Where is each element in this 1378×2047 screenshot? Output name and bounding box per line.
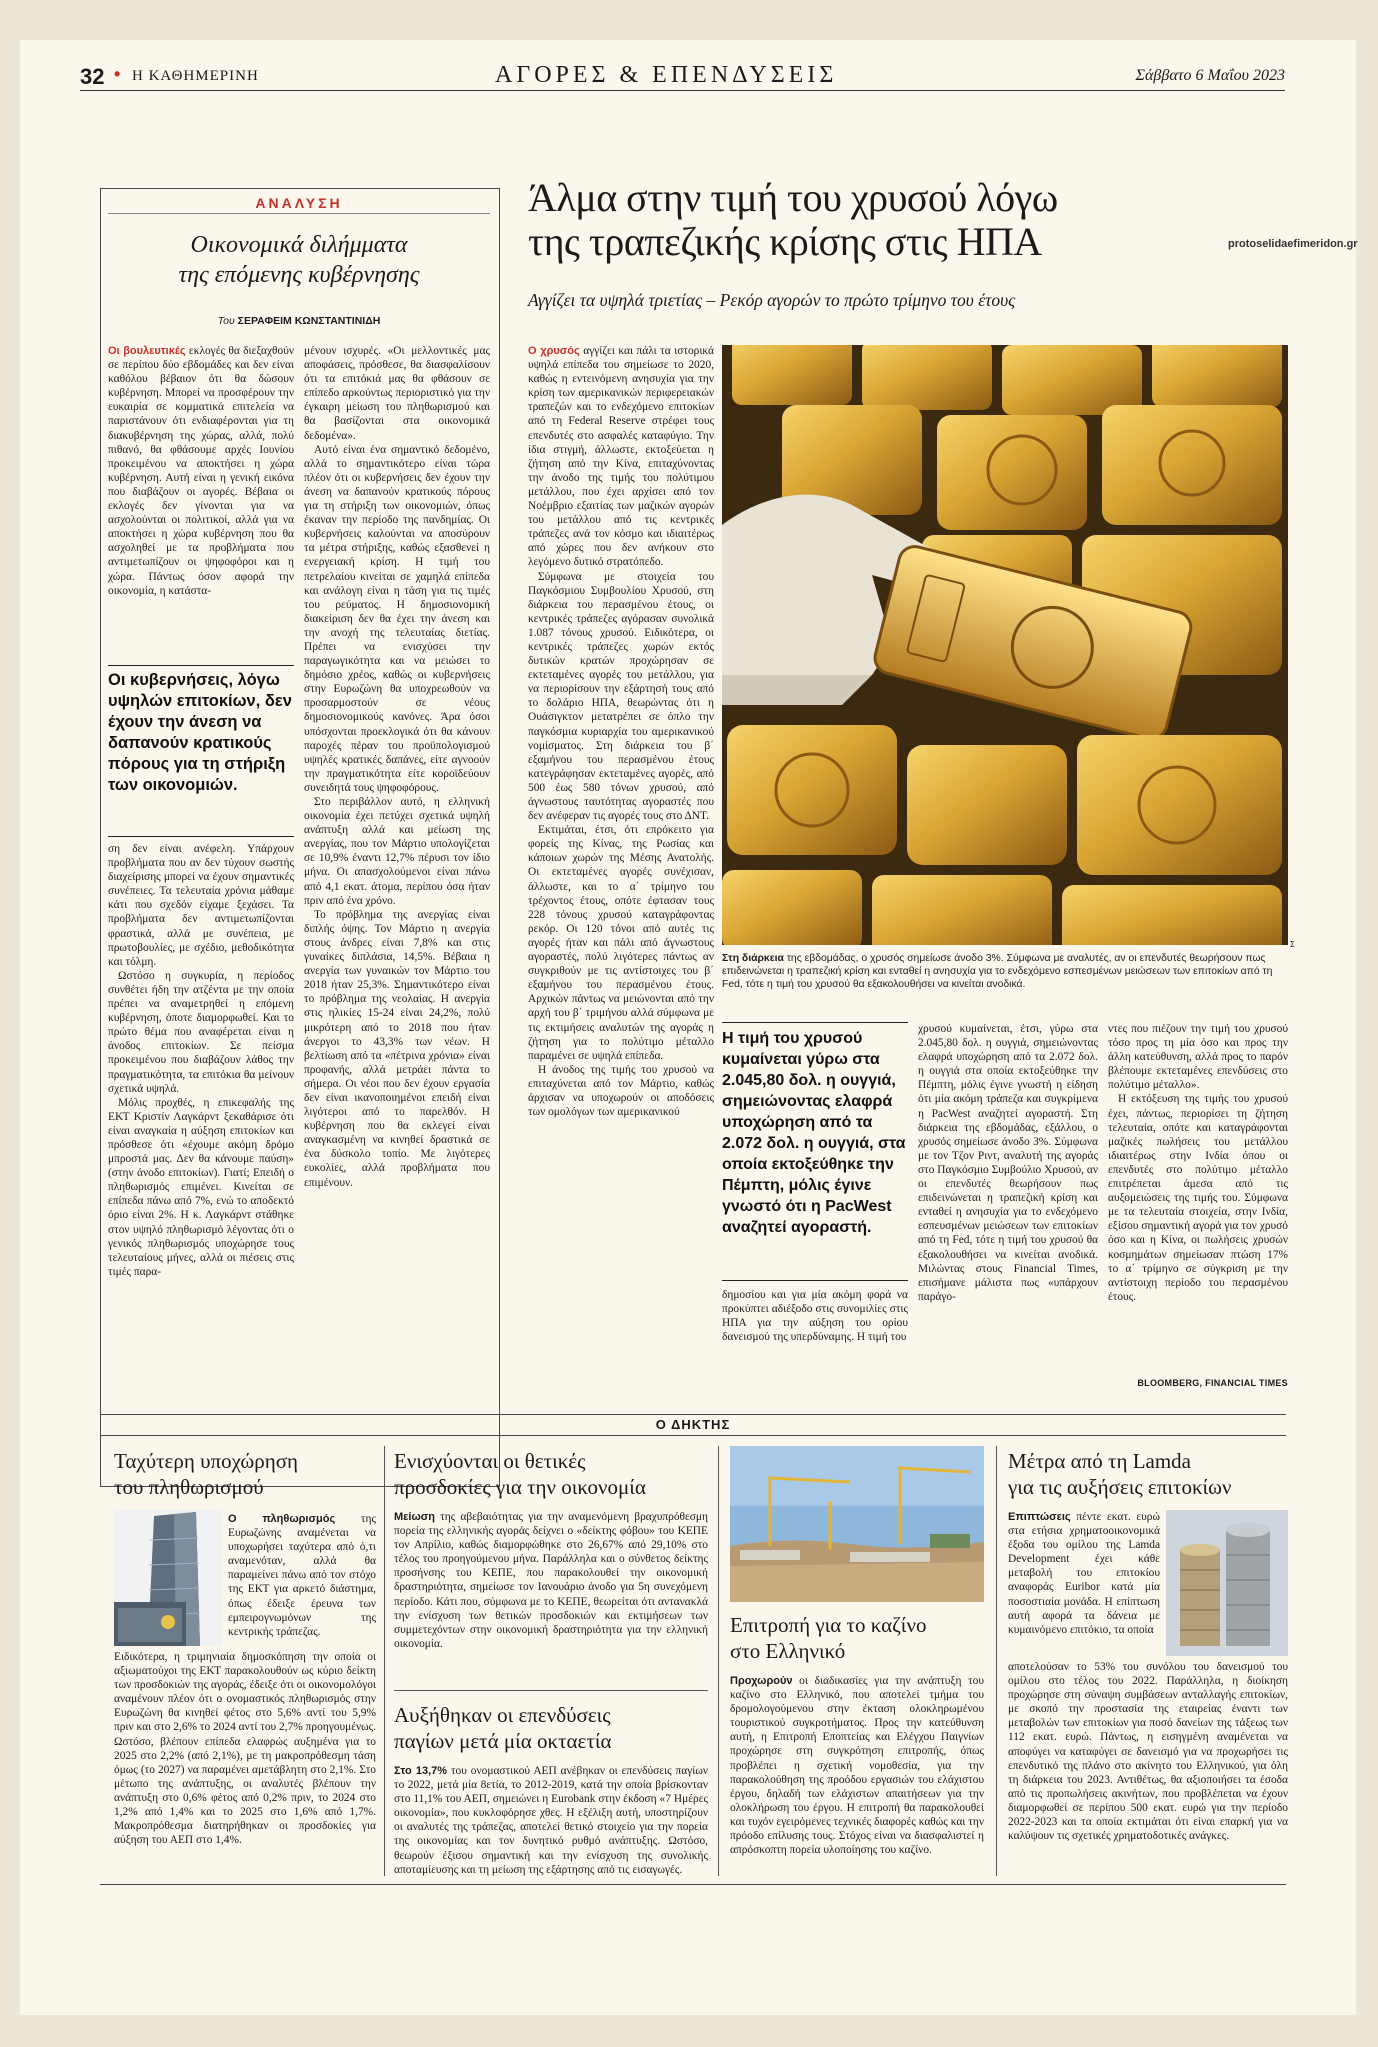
dhktis-a4-body <box>730 1674 984 1876</box>
gold-col2-rest: δημοσίου και για μία ακόμη φορά να προκύπτει αδιέξοδο στις συνομιλίες στις ΗΠΑ για την αύξηση του ορίου δανεισμού της υπερδύναμης. Η τιμή του <box>722 1289 908 1344</box>
gold-col1-p1: αγγίζει και πάλι τα ιστορικά υψηλά επίπεδα του σημείωσε το 2020, καθώς η εντεινόμενη ανησυχία για την κρίση των αμερικανικών περιφερειακών τραπεζών και το ενδεχόμενο επιτοκίων από τη Federal Reserve στρέφει τους επενδυτές στο ασφαλές καταφύγιο. Την ίδια στιγμή, άλλωστε, εκτοξεύεται η ζήτηση από την Κίνα, επιταχύνοντας την άνοδο της τιμής του πολύτιμου μετάλλου, που έχει αρχίσει από τον Νοέμβριο εξαιτίας των μαζικών αγορών του μετάλλου από τις κεντρικές τράπεζες ανά τον κόσμο και ιδιαιτέρως από χώρες που δεν ανήκουν στο λεγόμενο δυτικό στρατόπεδο. <box>528 345 714 569</box>
dhktis-a4-title <box>730 1612 984 1664</box>
dhktis-a5-title <box>1008 1448 1288 1500</box>
analysis-label-bar <box>108 195 490 214</box>
dhktis-a2-title <box>394 1448 708 1500</box>
ecb-building-illustration <box>114 1510 222 1646</box>
dhktis-label: Ο ΔΗΚΤΗΣ <box>655 1417 731 1432</box>
analysis-col1-top <box>108 344 294 656</box>
gold-deck: Αγγίζει τα υψηλά τριετίας – Ρεκόρ αγορών το πρώτο τρίμηνο του έτους <box>528 290 1016 310</box>
bars-bottom-row <box>722 725 1282 945</box>
gold-col4 <box>1108 1022 1288 1374</box>
caption-text: της εβδομάδας, ο χρυσός σημείωσε άνοδο 3%. Σύμφωνα με αναλυτές, αν οι επενδυτές θεωρήσουν πως επιδεινώνεται η τραπεζική κρίση και ενταθεί η ανησυχία για το ενδεχόμενο εσπεσμένων μειώσεων των επιτοκίων από τη Fed, τότε η τιμή του χρυσού θα εξακολουθήσει να κινείται ανοδικά. <box>722 953 1273 990</box>
dhktis-a5-top <box>1008 1510 1160 1656</box>
analysis-col1a: εκλογές θα διεξαχθούν σε περίπου δύο εβδομάδες και δεν είναι καθόλου βέβαιον ότι θα δώσουν κυβέρνηση. Μπορεί να προσφέρουν την ευκαιρία σε κομματικά επιτελεία να παριστάνουν ότι ενδιαφέρονται για τη διακυβέρνηση της χώρας, αλλά, πολύ πιθανό, θα φθάσουμε αρχές Ιουνίου προκειμένου να αποκτήσει η χώρα κυβέρνηση. Αυτή είναι η γενική εικόνα που διαβάζουν οι αγορές. Βέβαια οι εκλογές δεν γίνονται για να ασχολούνται οι πολιτικοί, αλλά για να αποκτήσει η χώρα κυβέρνηση που θα ασχοληθεί με τα προβλήματα που αντιμετωπίζουν οι ψηφοφόροι και η χώρα. Πάντως όσον αφορά την οικονομία, η κατάστα- <box>108 345 294 597</box>
analysis-col2-p3: Στο περιβάλλον αυτό, η ελληνική οικονομία έχει πετύχει σχετικά υψηλή ανάπτυξη αλλά και μείωση της ανεργίας, που τον Μάρτιο υπολογίζεται σε 10,9% έναντι 12,7% πέρυσι τον ίδιο μήνα. Οι απασχολούμενοι είναι πάνω από 4,1 εκατ. άτομα, περίπου όσα ήταν πριν από ένα χρόνο. <box>304 796 490 907</box>
gold-col1 <box>528 344 714 1136</box>
dhktis-separator-1 <box>384 1446 385 1876</box>
masthead <box>80 62 1285 91</box>
pull-quote-rule-top <box>108 665 294 666</box>
analysis-title-line2: της επόμενης κυβέρνησης <box>178 262 420 288</box>
gold-col1-p3: Εκτιμάται, έτσι, ότι επρόκειτο για φορείς της Κίνας, της Ρωσίας και κάποιων χωρών της Μέσης Ανατολής. Οι εκτεταμένες αγορές συνέχισαν, άλλωστε, και το α΄ τρίμηνο του τρέχοντος έτους, οπότε έφτασαν τους 228 τόνους χρυσού καταγράφοντας ρεκόρ. Οι 120 τόνοι από αυτές τις αγορές ήταν και πάλι από άγνωστους αγοραστές, πολύ λιγότερες πάντως αν συγκριθούν με τις αντίστοιχες του β΄ εξαμήνου του περασμένου έτους. Αρχικών πάντως να μειώνονται από την αρχή του β΄ τριμήνου αλλά σύμφωνα με τις εκτιμήσεις αναλυτών της αγοράς η ζήτηση για το πολύτιμο μέταλλο παραμένει σε υψηλά επίπεδα. <box>528 824 714 1062</box>
gold-headline-line1: Άλμα στην τιμή του χρυσού λόγω <box>528 175 1058 220</box>
gold-photo-caption <box>722 952 1288 991</box>
gold-headline <box>528 176 1288 264</box>
a2-title-line2: προσδοκίες για την οικονομία <box>394 1475 646 1499</box>
a5-text-top: πέντε εκατ. ευρώ στα ετήσια χρηματοοικονομικά έξοδα του ομίλου της Lamda Development έχει κάθε μεταβολή του επιτοκίου αναφοράς Euribor κατά μία ποσοστιαία μονάδα. Η επίπτωση αυτή αφορά τα δάνεια με κυμαινόμενο επιτόκιο, τα οποία <box>1008 1511 1160 1636</box>
a1-lead: Ο πληθωρισμός <box>228 1513 336 1525</box>
a5-lead: Επιπτώσεις <box>1008 1511 1071 1523</box>
a4-title-line1: Επιτροπή για το καζίνο <box>730 1613 927 1637</box>
pull-quote-rule-bottom <box>108 836 294 837</box>
caption-lead: Στη διάρκεια <box>722 953 784 964</box>
a1-title-line2: του πληθωρισμού <box>114 1475 264 1499</box>
dhktis-a3-body <box>394 1764 708 1876</box>
analysis-byline <box>108 315 490 327</box>
a4-title-line2: στο Ελληνικό <box>730 1639 846 1663</box>
dhktis-separator-2 <box>718 1446 719 1876</box>
a1-title-line1: Ταχύτερη υποχώρηση <box>114 1449 299 1473</box>
analysis-lead-word: Οι βουλευτικές <box>108 345 186 357</box>
analysis-pull-quote: Οι κυβερνήσεις, λόγω υψηλών επιτοκίων, δεν έχουν την άνεση να δαπανούν κρατικούς πόρους για τη στήριξη των οικονομιών. <box>108 671 292 794</box>
dhktis-a1-top <box>228 1512 376 1648</box>
gold-credit: BLOOMBERG, FINANCIAL TIMES <box>1137 1378 1288 1388</box>
a2-title-line1: Ενισχύονται οι θετικές <box>394 1449 586 1473</box>
analysis-col2-p4: Το πρόβλημα της ανεργίας είναι διπλής όψης. Τον Μάρτιο η ανεργία στους άνδρες είναι 7,8% και στις γυναίκες διπλάσια, 14,5%. Βέβαια η ανεργία των γυναικών τον Μάρτιο του 2018 ήταν 25,3%. Σημαντικότερο είναι το πρόβλημα της νεολαίας. Η ανεργία στις ηλικίες 15-24 είναι 24,2%, πολύ μικρότερη από το 2018 που ήταν άνεργοι το 43,3% των νέων. Η βελτίωση από τα «πέτρινα χρόνια» είναι προφανής, αλλά μετράει πάντα το σήμερα. Οι νέοι που δεν έχουν εργασία δεν είναι ικανοποιημένοι επειδή είναι λιγότεροι από το παρελθόν. Η κυβέρνηση που θα εκλεγεί είναι αναγκασμένη να κινηθεί δραστικά σε ένα δύσκολο τοπίο. Με λιγότερες ευκολίες, αλλά προβλήματα που επιμένουν. <box>304 908 490 1189</box>
gold-bars-illustration <box>722 345 1288 945</box>
analysis-label: ΑΝΑΛΥΣΗ <box>255 195 343 211</box>
dhktis-a3-title <box>394 1702 708 1754</box>
gold-col2 <box>722 1288 908 1388</box>
construction-illustration <box>730 1446 984 1602</box>
a3-lead: Στο 13,7% <box>394 1765 448 1777</box>
analysis-col1-bottom <box>108 842 294 1478</box>
coins-illustration <box>1166 1510 1288 1656</box>
photo-credit-mark: Σ <box>1290 940 1295 949</box>
gold-col4-p2: Η εκτόξευση της τιμής του χρυσού έχει, πάντως, περιορίσει τη ζήτηση τελευταία, οπότε και καταγράφονται μαζικές πωλήσεις του μετάλλου ιδιαιτέρως στην Ινδία όπου οι επενδυτές στο πολύτιμο μέταλλο επιτρέπεται άμεσα από τις αυξομειώσεις της τιμής του. Σύμφωνα με τα τελευταία στοιχεία, στην Ινδία, εξίσου σημαντική αγορά για τον χρυσό όσο και η Κίνα, οι πωλήσεις χρυσών κοσμημάτων σημείωσαν πτώση 17% το α΄ τρίμηνο σε σύγκριση με την αντίστοιχη περίοδο του περασμένου έτους. <box>1108 1093 1288 1303</box>
gold-col3-p1: χρυσού κυμαίνεται, έτσι, γύρω στα 2.045,80 δολ. η ουγγιά, σημειώνοντας ελαφρά υποχώρηση από τα 2.072 δολ. η ουγγιά στα οποία εκτοξεύθηκε την Πέμπτη, μόλις έγινε γνωστή η είδηση ότι μία ακόμη τράπεζα και συγκρίμενα η PacWest αναζητεί αγοραστή. Στη διάρκεια της εβδομάδας, εξάλλου, ο χρυσός σημείωσε άνοδο 3%. Σύμφωνα με τον Τζον Ριντ, αναλυτή της αγοράς στο Παγκόσμιο Συμβούλιο Χρυσού, αν οι επενδυτές θεωρήσουν πως επιδεινώνεται η τραπεζική κρίση και ενταθεί η ανησυχία για το ενδεχόμενο εσπευσμένων μειώσεων των επιτοκίων από τη Fed, τότε η τιμή του χρυσού θα εξακολουθήσει να κινείται ανοδικά. Μιλώντας στους Financial Times, επισήμανε μάλιστα πως «υπάρχουν παράγο- <box>918 1023 1098 1303</box>
analysis-col1b-p3: Μόλις προχθές, η επικεφαλής της ΕΚΤ Κριστίν Λαγκάρντ ξεκαθάρισε ότι είναι αναγκαία η αύξηση επιτοκίων και πρόσθεσε ότι «έχουμε ακόμη δρόμο μπροστά μας. Δεν θα κάνουμε παύση» (στην άνοδο επιτοκίων). Γιατί; Επειδή ο πληθωρισμός επιμένει. Κινείται σε επίπεδα πάνω από 7%, ενώ το αποδεκτό όριο είναι 2%. Η κ. Λαγκάρντ στάθηκε στον υψηλό πληθωρισμό λέγοντας ότι ο γενικός πληθωρισμός υποχώρησε τους τελευταίους μήνες, αλλά οι πιέσεις στις τιμές παρα- <box>108 1096 294 1278</box>
a3-text: του ονομαστικού ΑΕΠ ανέβηκαν οι επενδύσεις παγίων το 2022, μετά μία 8ετία, το 2012-2019, κατά την οποία βρίσκονταν στο 11,1% του ΑΕΠ, σημειώνει η Eurobank στην έκδοση «7 Ημέρες οικονομία», που κυκλοφόρησε χθες. Η εξέλιξη αυτή, υποστηρίζουν οι αναλυτές της τράπεζας, αποτελεί θετικό στοιχείο για την πορεία της οικονομίας και τον δυνητικό ρυθμό ανάπτυξης. Ωστόσο, θεωρούν έξισου σημαντική και την ενίσχυση της συνολικής αποταμίευσης και τη μείωση της εξάρτησης από τις εισαγωγές. <box>394 1765 708 1876</box>
analysis-col2 <box>304 344 490 1478</box>
construction-photo <box>730 1446 984 1602</box>
gold-col1-p2: Σύμφωνα με στοιχεία του Παγκόσμιου Συμβουλίου Χρυσού, στη διάρκεια του περασμένου έτους, οι κεντρικές τράπεζες αγόρασαν συνολικά 1.087 τόνους χρυσού. Ειδικότερα, οι κεντρικές τράπεζες χωρών εκτός δυτικών κρατών προχώρησαν σε εκτεταμένες αγορές του μετάλλου, για να περιορίσουν την εξάρτησή τους από το δολάριο ΗΠΑ, θεωρώντας ότι η Ουάσιγκτον μετατρέπει σε όπλο την παγκόσμια κυριαρχία του αμερικανικού νομίσματος. Στη διάρκεια του β΄ εξαμήνου του περασμένου έτους κατεγράφησαν εκτεταμένες αγορές, από 500 έως 580 τόνων χρυσού, από άγνωστους ταυτότητας αγοραστές που δεν ανέφεραν τις αγορές τους στο ΔΝΤ. <box>528 570 714 823</box>
analysis-col2-p2: Αυτό είναι ένα σημαντικό δεδομένο, αλλά το σημαντικότερο είναι τώρα πλέον ότι οι κυβερνήσεις δεν έχουν την άνεση να δαπανούν κρατικούς πόρους για τη στήριξη των οικονομιών, όπως έκαναν την περίοδο της πανδημίας. Οι κυβερνήσεις καλούνται να αποσύρουν τα μέτρα στήριξης, καθώς εξασθενεί η ενεργειακή κρίση. Η τιμή του πετρελαίου κινείται σε χαμηλά επίπεδα και ανάλογη είναι η τάση για τις τιμές του ρεύματος. Η δημοσιονομική διακείριση δεν θα έχει την άνεση και την ανοχή της τελευταίας διετίας. Πρέπει να ενισχύσει την παραγωγικότητα και να μειώσει το δημόσιο χρέος, καθώς οι κυβερνήσεις στην Ευρωζώνη θα υποχρεωθούν να προσαρμοστούν σε νέους δημοσιονομικούς κανόνες. Άρα όσοι υπόσχονται προεκλογικά ότι θα κάνουν παροχές πέραν του προϋπολογισμού υψηλές κρατικές δαπάνες, είτε αγνοούν την πραγματικότητα είτε κοροϊδεύουν συνειδητά τους ψηφοφόρους. <box>304 443 490 794</box>
a2-text: της αβεβαιότητας για την αναμενόμενη βραχυπρόθεσμη πορεία της ελληνικής αγοράς δείχνει ο «δείκτης φόβου» του ΚΕΠΕ τον Απρίλιο, καθώς διαμορφώθηκε στο 26,67% από 29,10% στο τέλος του προηγούμενου μήνα. Παράλληλα και ο σύνθετος δείκτης προσήνσης του ΚΕΠΕ, που παρακολουθεί την οικονομική δραστηριότητα, σημείωσε τον Ιανουάριο άνοδο για 5η συνεχόμενη περίοδο. Κάτι που, σύμφωνα με το ΚΕΠΕ, θεωρείται ότι αντανακλά την ενίσχυση των θετικών προσδοκιών και εκτιμήσεων των συμμετεχόντων στην οικονομική δραστηριότητα για την ελληνική οικονομία. <box>394 1511 708 1650</box>
dhktis-bar <box>100 1414 1286 1436</box>
gold-col4-p1: ντες που πιέζουν την τιμή του χρυσού τόσο προς τη μία όσο και προς την άλλη κατεύθυνση, αλλά προς το παρόν βλέπουμε εκτεταμένες επενδύσεις στο πολύτιμο μέταλλο». <box>1108 1023 1288 1092</box>
byline-author: ΣΕΡΑΦΕΙΜ ΚΩΝΣΤΑΝΤΙΝΙΔΗ <box>237 315 381 327</box>
coins-photo <box>1166 1510 1288 1656</box>
gold-bars-photo <box>722 345 1288 945</box>
a3-title-line2: παγίων μετά μία οκταετία <box>394 1729 612 1753</box>
a4-lead: Προχωρούν <box>730 1675 793 1687</box>
dhktis-a2-body <box>394 1510 708 1682</box>
analysis-title <box>108 230 490 290</box>
dhktis-a1-title <box>114 1448 376 1500</box>
gold-col3 <box>918 1022 1098 1388</box>
gold-quote-rule-top <box>722 1022 908 1023</box>
dhktis-a1-bottom <box>114 1650 376 1876</box>
site-watermark: protoselidaefimeridon.gr <box>1228 238 1358 250</box>
a2-lead: Μείωση <box>394 1511 435 1523</box>
a3-title-line1: Αυξήθηκαν οι επενδύσεις <box>394 1703 611 1727</box>
byline-prefix: Του <box>217 315 238 327</box>
a5-title-line1: Μέτρα από τη Lamda <box>1008 1449 1191 1473</box>
masthead-separator: • <box>114 64 121 84</box>
analysis-title-line1: Οικονομικά διλήμματα <box>190 232 408 258</box>
gold-col1-p4: Η άνοδος της τιμής του χρυσού να επιταχύνεται από τον Μάρτιο, καθώς άρχισαν να υποχωρούν οι αποδόσεις των ομολόγων των αμερικανικού <box>528 1063 714 1119</box>
a5-title-line2: για τις αυξήσεις επιτοκίων <box>1008 1475 1232 1499</box>
gold-pull-quote: Η τιμή του χρυσού κυμαίνεται γύρω στα 2.045,80 δολ. η ουγγιά, σημειώνοντας ελαφρά υποχώρηση από τα 2.072 δολ. η ουγγιά, στα οποία εκτοξεύθηκε την Πέμπτη, μόλις έγινε γνωστό ότι η PacWest αναζητεί αγοραστή. <box>722 1030 906 1236</box>
a1-text-bottom: Ειδικότερα, η τριμηνιαία δημοσκόπηση την οποία οι αξιωματούχοι της ΕΚΤ παρακολουθούν ως κύριο δείκτη των προσδοκιών της αγοράς, έδειξε ότι οι οικονομολόγοι αναμένουν πλέον ότι ο ονομαστικός πληθωρισμός στην Ευρωζώνη θα κινηθεί φέτος στο 5,6% αντί του 5,9% πριν και στο 2,6% το 2024 αντί του 2,7% προηγουμένως. Ωστόσο, βλέπουν επίπεδα ελαφρώς αυξημένα για το 2025 στο 2,2% (από 2,1%), με τη μακροπρόθεσμη τάση όμως (το 2027) να παραμένει αμετάβλητη στο 2,1%. Στο μέτωπο της ανάπτυξης, οι αναλυτές βλέπουν την ανάπτυξη στο 0,6% φέτος από 0,2% πριν, το 2024 στο 1,2% από 1,4% και το 2025 στο 1,6% από 1,7%. Μακροπρόθεσμα διατηρήθηκαν οι προσδοκίες για αύξηση του ΑΕΠ στο 1,4%. <box>114 1651 376 1847</box>
a5-text-bottom: αποτελούσαν το 53% του συνόλου του δανεισμού του ομίλου στο τέλος του 2022. Παράλληλα, η διοίκηση προχώρησε στη σύναψη συμβάσεων ανταλλαγής επιτοκίων, με σκοπό την προστασία της εταιρείας έναντι των μεταβολών των επιτοκίων για ποσό δανείων της τάξεως των 112 εκατ. ευρώ. Πάντως, η εισηγμένη αναμένεται να αποφύγει να καταφύγει σε δανεισμό για να προχωρήσει τις επενδυτικό της πλάνο στο ακίνητο του Ελληνικού, για όλη τη διάρκεια του 2023. Αντιθέτως, θα αξιοποιήσει τα έσοδα από τις προπωλήσεις ακινήτων, που προβλέπεται να έχουν διαμορφωθεί σε περίπου 500 εκατ. ευρώ για την περίοδο 2022-2023 και τα οποία εκτιμάται ότι είναι επαρκή για να καλύψουν τις σχετικές χρηματοδοτικές ανάγκες. <box>1008 1661 1288 1843</box>
ecb-building-photo <box>114 1510 222 1646</box>
analysis-col1b-p1: ση δεν είναι ανέφελη. Υπάρχουν προβλήματα που αν δεν τύχουν σωστής διαχείρισης μπορεί να έχουν σημαντικές συνέπειες. Τα τελευταία χρόνια μάθαμε κάτι που σχεδόν είχαμε ξεχάσει. Τα προβλήματα δεν αντιμετωπίζονται φραστικά, αλλά με συνέπεια, με πρωτοβουλίες, με σχέδιο, μεθοδικότητα και τόλμη. <box>108 843 294 968</box>
dhktis-separator-3 <box>996 1446 997 1876</box>
gold-lead-word: Ο χρυσός <box>528 345 580 357</box>
section-title: ΑΓΟΡΕΣ & ΕΠΕΝΔΥΣΕΙΣ <box>495 62 838 88</box>
analysis-col2-p1: μένουν ισχυρές. «Οι μελλοντικές μας αποφάσεις, πρόσθεσε, θα διασφαλίσουν ότι τα επιτόκιά μας θα φθάσουν σε επίπεδο αρκούντως περιοριστικό για την έγκαιρη μείωση του πληθωρισμού και θα βασίζονται στα οικονομικά δεδομένα». <box>304 345 490 442</box>
page-number: 32 <box>80 64 105 89</box>
analysis-col1b-p2: Ωστόσο η συγκυρία, η περίοδος συνθέτει ήδη την ατζέντα με την οποία πρέπει να αναμετρηθεί η επόμενη κυβέρνηση, όποτε διαμορφωθεί. Και το πρώτο θέμα που αναφέρεται είναι η άνοδος επιτοκίων. Σε πείσμα προκειμένου που διαβάζουν λάθος την πραγματικότητα, τα επιτόκια θα μείνουν σχετικά υψηλά. <box>108 969 294 1095</box>
gold-quote-rule-bottom <box>722 1280 908 1281</box>
a1-text-top: της Ευρωζώνης αναμένεται να υποχωρήσει ταχύτερα από ό,τι αναμενόταν, αλλά θα παραμείνει πάνω από τον στόχο της ΕΚΤ για αρκετό διάστημα, όπως έδειξε έρευνα των εμπειρογνωμόνων της κεντρικής τράπεζας. <box>228 1513 376 1638</box>
gold-headline-line2: της τραπεζικής κρίσης στις ΗΠΑ <box>528 219 1042 264</box>
dhktis-hsep <box>394 1690 708 1691</box>
paper-name: Η ΚΑΘΗΜΕΡΙΝΗ <box>132 68 259 84</box>
dhktis-a5-bottom <box>1008 1660 1288 1876</box>
issue-date: Σάββατο 6 Μαΐου 2023 <box>1135 67 1285 84</box>
a4-text: οι διαδικασίες για την ανάπτυξη του καζίνο στο Ελληνικό, που αποτελεί τμήμα του δρομολογούμενου στην έκταση ολοκληρωμένου τουριστικού συγκροτήματος. Προς την κατεύθυνση αυτή, η Επιτροπή Εποπτείας και Ελέγχου Παιγνίων προχώρησε στη συγκρότηση επιτροπής, όπως προβλέπει η σχετική νομοθεσία, για την παρακολούθηση της προόδου εργασιών του ελάχιστου έργου, δηλαδή των ελάχιστων απαιτήσεων για την ολοκλήρωση του έργου. Η επιτροπή θα παρακολουθεί και τυχόν εγειρόμενες τεχνικές διαφορές καθώς και την πρόοδο επίλυσης τους. Στόχος είναι να διασφαλιστεί η απρόσκοπτη πορεία υλοποίησης του καζίνο. <box>730 1675 984 1857</box>
